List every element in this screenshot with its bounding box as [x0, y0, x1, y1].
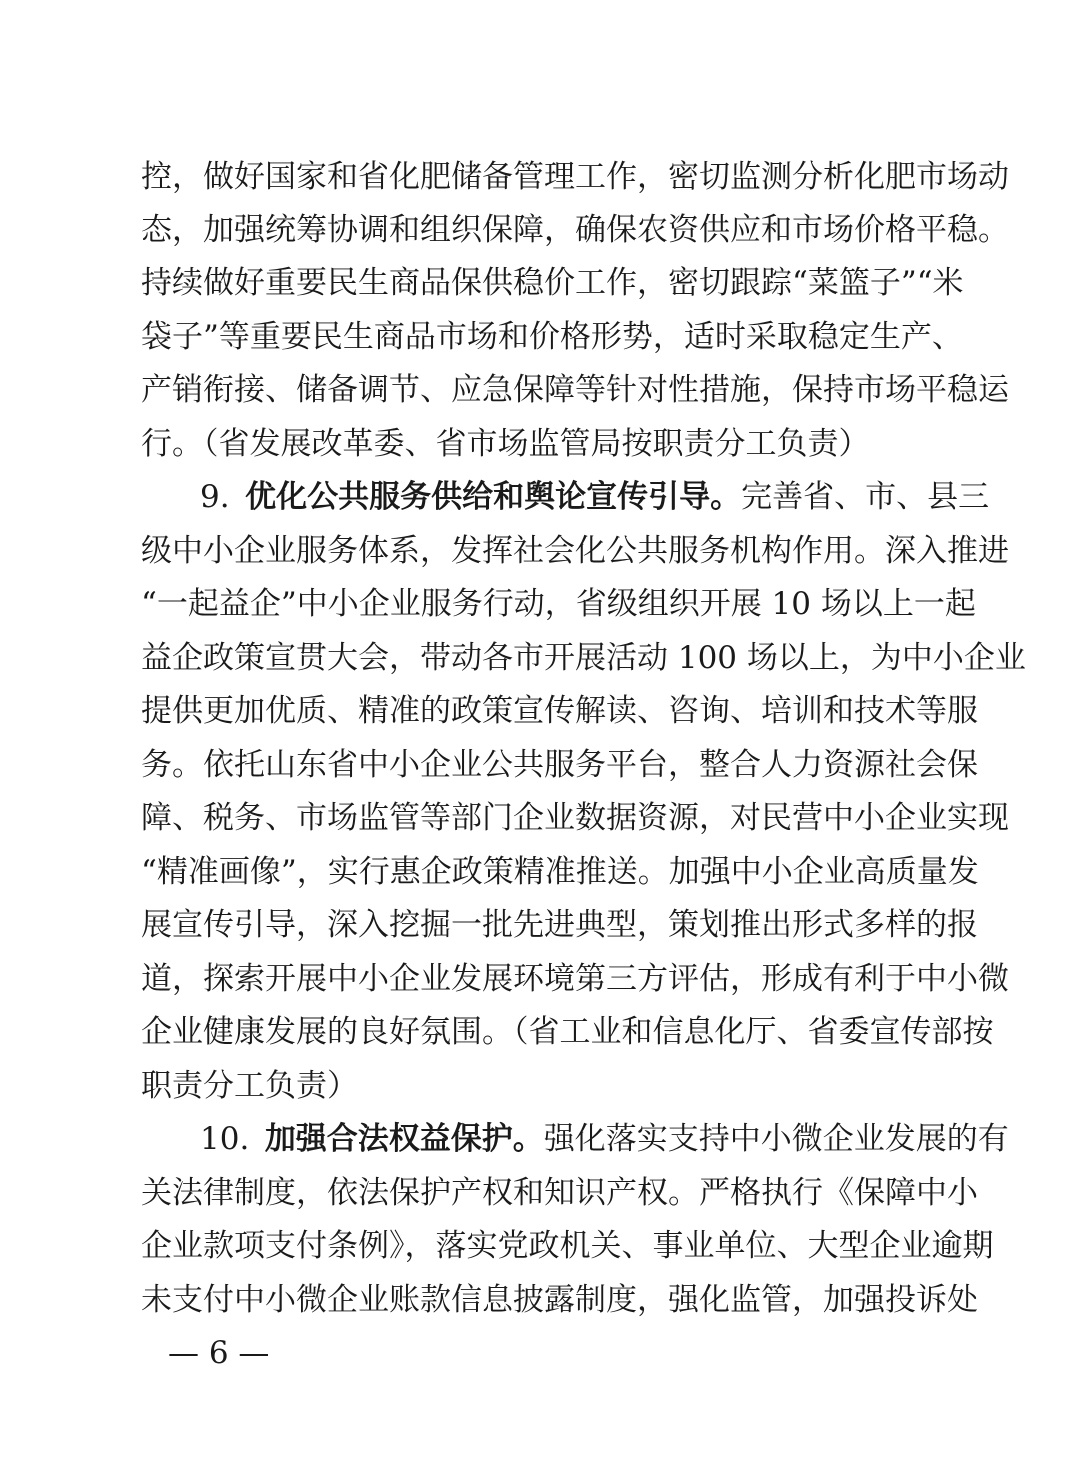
paragraph-line: 袋子”等重要民生商品市场和价格形势，适时采取稳定生产、 [141, 319, 963, 355]
paragraph-line: 持续做好重要民生商品保供稳价工作，密切跟踪“菜篮子”“米 [141, 265, 964, 301]
item-number: 9. [200, 479, 230, 515]
paragraph-line: 提供更加优质、精准的政策宣传解读、咨询、培训和技术等服 [141, 693, 978, 729]
paragraph-line: 未支付中小微企业账款信息披露制度，强化监管，加强投诉处 [141, 1282, 978, 1318]
paragraph-first-line [200, 1119, 1009, 1159]
item-heading: 加强合法权益保护。 [264, 1121, 544, 1157]
paragraph-line: 道，探索开展中小企业发展环境第三方评估，形成有利于中小微 [141, 961, 1009, 997]
paragraph-line: 企业健康发展的良好氛围。（省工业和信息化厅、省委宣传部按 [141, 1014, 994, 1050]
paragraph-line: 态，加强统筹协调和组织保障，确保农资供应和市场价格平稳。 [141, 212, 1009, 248]
paragraph-line: 职责分工负责） [141, 1068, 358, 1104]
item-text: 强化落实支持中小微企业发展的有 [543, 1121, 1009, 1157]
item-text: 完善省、市、县三 [741, 479, 990, 515]
paragraph-line: 企业款项支付条例》，落实党政机关、事业单位、大型企业逾期 [141, 1228, 994, 1264]
item-number: 10. [200, 1121, 250, 1157]
paragraph-line: 关法律制度，依法保护产权和知识产权。严格执行《保障中小 [141, 1175, 978, 1211]
paragraph-line: 益企政策宣贯大会，带动各市开展活动 100 场以上，为中小企业 [141, 640, 1026, 676]
page-number: — 6 — [168, 1335, 270, 1371]
paragraph-line: 务。依托山东省中小企业公共服务平台，整合人力资源社会保 [141, 747, 978, 783]
paragraph-line: “精准画像”，实行惠企政策精准推送。加强中小企业高质量发 [141, 854, 979, 890]
paragraph-line: 产销衔接、储备调节、应急保障等针对性措施，保持市场平稳运 [141, 372, 1009, 408]
paragraph-line: 障、税务、市场监管等部门企业数据资源，对民营中小企业实现 [141, 800, 1009, 836]
paragraph-line: 控，做好国家和省化肥储备管理工作，密切监测分析化肥市场动 [141, 159, 1009, 195]
paragraph-line: 行。（省发展改革委、省市场监管局按职责分工负责） [141, 426, 870, 462]
paragraph-line: “一起益企”中小企业服务行动，省级组织开展 10 场以上一起 [141, 586, 976, 622]
item-heading: 优化公共服务供给和舆论宣传引导。 [245, 479, 742, 515]
paragraph-first-line [200, 477, 990, 517]
paragraph-line: 展宣传引导，深入挖掘一批先进典型，策划推出形式多样的报 [141, 907, 978, 943]
paragraph-line: 级中小企业服务体系，发挥社会化公共服务机构作用。深入推进 [141, 533, 1009, 569]
